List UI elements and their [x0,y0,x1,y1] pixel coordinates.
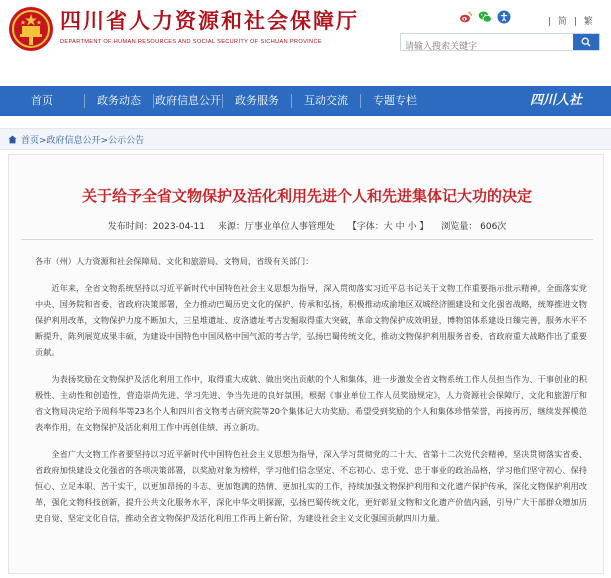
article-paragraph: 为表扬奖励在文物保护及活化利用工作中，取得重大成就、做出突出贡献的个人和集体，进一步激发全省文物系统工作人员担当作为、干事创业的积极性、主动性和创造性，营造崇尚先进、学习先进、争当先进的良好氛围，根据《事业单位工作人员奖励规定》，人力资源社会保障厅、文化和旅游厅和省文物局决定给予周科华等23名个人和四川省文物考古研究院等20个集体记大功奖励。希望受到奖励的个人和集体珍惜荣誉，再接再厉，继续发挥模范表率作用，在文物保护及活化利用工作中再创佳绩、再立新功。 [35,374,587,432]
nav-item-services[interactable]: 政务服务 [235,94,279,107]
title-divider [21,239,593,240]
nav-item-topics[interactable]: 专题专栏 [373,94,417,107]
home-icon [8,135,17,144]
lang-traditional[interactable]: 繁 [583,17,593,27]
sichuan-hrss-logo[interactable]: 四川人社 [530,93,583,108]
language-switch [546,14,595,27]
article-source: 来源：厅事业单位人事管理处 [217,222,335,232]
main-nav [0,86,611,116]
site-header [0,0,611,80]
search-input[interactable] [401,39,561,55]
search-icon [581,37,591,47]
article-body [35,253,587,537]
nav-item-interaction[interactable]: 互动交流 [304,94,348,107]
accessibility-icon[interactable] [497,10,511,24]
wechat-icon[interactable] [478,10,492,24]
lang-simplified[interactable]: 简 [557,17,567,27]
article-paragraph: 近年来，全省文物系统坚持以习近平新时代中国特色社会主义思想为指导，深入贯彻落实习近平总书记关于文物工作重要指示批示精神，全面落实党中央、国务院和省委、省政府决策部署，全力推动巴蜀历史文化的保护、传承和弘扬，积极推动成渝地区双城经济圈建设和文化强省战略，统筹推进文物保护利用改革，文物保护力度不断加大，三星堆遗址、皮洛遗址考古发掘取得重大突破，革命文物保护成效明显，博物馆体系建设日臻完善，服务水平不断提升，陈列展览成果丰硕，为建设中国特色中国风格中国气派的考古学，弘扬巴蜀传统文化，推动文物保护利用服务省委、省政府重大战略作出了重要贡献。 [35,283,587,357]
lang-sep: | [573,17,577,27]
breadcrumb-path[interactable]: 首页>政府信息公开>公示公告 [21,135,145,146]
font-size-switch[interactable]: 【字体：大 中 小 】 [347,222,429,232]
nav-item-gov-info[interactable]: 政府信息公开 [155,94,221,107]
article-salutation: 各市（州）人力资源和社会保障局、文化和旅游局、文物局，省级有关部门： [35,256,314,266]
article-title: 关于给予全省文物保护及活化利用先进个人和先进集体记大功的决定 [81,187,532,205]
nav-item-news[interactable]: 政务动态 [97,94,141,107]
article-meta [9,219,605,232]
breadcrumb [0,128,611,150]
search-box [400,33,600,51]
social-icons [459,10,511,24]
site-title: 四川省人力资源和社会保障厅 [60,8,359,33]
view-count: 浏览量： 606次 [441,222,507,232]
publish-time: 发布时间：2023-04-11 [107,222,206,232]
search-button[interactable] [573,34,599,50]
site-subtitle: DEPARTMENT OF HUMAN RESOURCES AND SOCIAL SECURITY OF SICHUAN PROVINCE [60,39,322,45]
national-emblem-icon [8,6,54,52]
weibo-icon[interactable] [459,10,473,24]
article-panel [8,154,604,574]
nav-item-home[interactable]: 首页 [31,94,53,107]
lang-sep-left: | [548,17,552,27]
article-paragraph: 全省广大文物工作者要坚持以习近平新时代中国特色社会主义思想为指导，深入学习贯彻党的二十大、省第十二次党代会精神，坚决贯彻落实省委、省政府加快建设文化强省的各项决策部署，以奖励对象为榜样，学习他们信念坚定、不忘初心、忠于党、忠于事业的政治品格，学习他们坚守初心、保持恒心、立足本职、苦干实干，以更加昂扬的斗志、更加饱满的热情、更加扎实的工作，持续加强文物保护利用和文化遗产保护传承，深化文物保护利用改革，强化文物科技创新，提升公共文化服务水平，深化中华文明探源，弘扬巴蜀传统文化，更好彰显文物和文化遗产价值内涵，引导广大干部群众增加历史自觉、坚定文化自信，推动全省文物保护及活化利用工作再上新台阶，为建设社会主义文化强国贡献四川力量。 [35,449,587,523]
